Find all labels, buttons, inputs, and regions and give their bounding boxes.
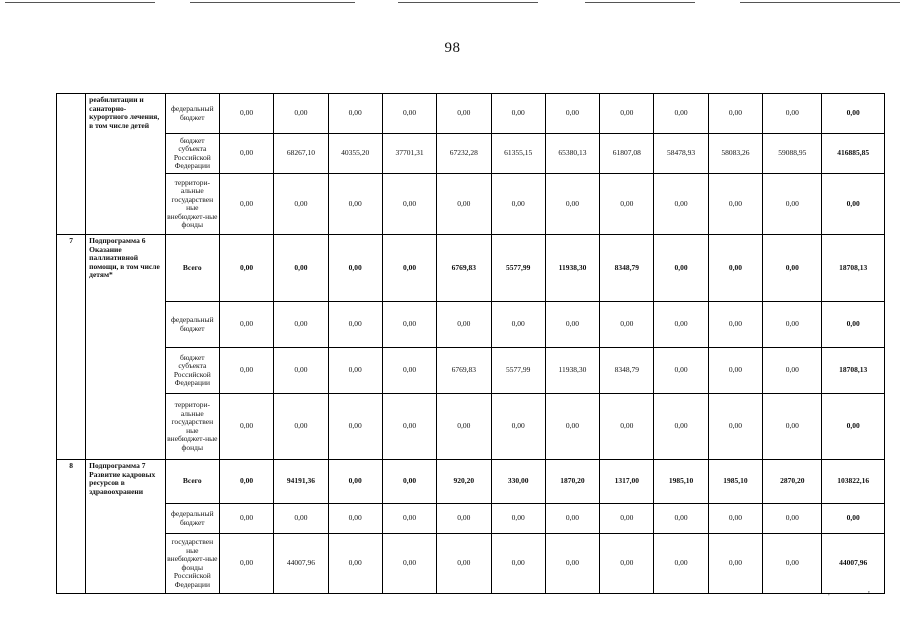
funding-source: территори-альные государствен ные внебюджет-ные фонды <box>165 174 219 235</box>
value-cell: 1317,00 <box>600 460 654 504</box>
value-cell: 0,00 <box>219 348 273 394</box>
value-cell: 0,00 <box>545 174 599 235</box>
table-row <box>57 174 885 235</box>
value-cell: 0,00 <box>654 302 708 348</box>
value-cell: 0,00 <box>708 174 762 235</box>
total-cell: 0,00 <box>822 174 885 235</box>
value-cell: 0,00 <box>545 534 599 594</box>
value-cell: 0,00 <box>328 460 382 504</box>
page-number: 98 <box>444 40 461 56</box>
total-cell: 18708,13 <box>822 235 885 302</box>
value-cell: 0,00 <box>654 394 708 460</box>
value-cell: 0,00 <box>382 302 436 348</box>
value-cell: 0,00 <box>654 504 708 534</box>
value-cell: 0,00 <box>437 302 491 348</box>
value-cell: 0,00 <box>219 460 273 504</box>
value-cell: 0,00 <box>274 394 328 460</box>
value-cell: 0,00 <box>328 394 382 460</box>
value-cell: 0,00 <box>763 235 822 302</box>
value-cell: 0,00 <box>708 504 762 534</box>
total-cell: 0,00 <box>822 394 885 460</box>
value-cell: 37701,31 <box>382 134 436 174</box>
value-cell: 8348,79 <box>600 235 654 302</box>
value-cell: 0,00 <box>763 174 822 235</box>
value-cell: 0,00 <box>600 534 654 594</box>
table-row <box>57 534 885 594</box>
value-cell: 0,00 <box>763 394 822 460</box>
value-cell: 1870,20 <box>545 460 599 504</box>
value-cell: 68267,10 <box>274 134 328 174</box>
program-title: реабилитации и санаторно-курортного лечения, в том числе детей <box>86 94 165 235</box>
value-cell: 0,00 <box>545 394 599 460</box>
value-cell: 0,00 <box>708 534 762 594</box>
total-cell: 44007,96 <box>822 534 885 594</box>
value-cell: 61355,15 <box>491 134 545 174</box>
value-cell: 0,00 <box>219 235 273 302</box>
funding-source: федеральный бюджет <box>165 94 219 134</box>
value-cell: 0,00 <box>708 94 762 134</box>
value-cell: 0,00 <box>274 174 328 235</box>
value-cell: 67232,28 <box>437 134 491 174</box>
value-cell: 0,00 <box>274 302 328 348</box>
value-cell: 8348,79 <box>600 348 654 394</box>
value-cell: 0,00 <box>654 174 708 235</box>
value-cell: 0,00 <box>437 174 491 235</box>
value-cell: 44007,96 <box>274 534 328 594</box>
budget-table-body <box>57 94 885 594</box>
value-cell: 0,00 <box>763 94 822 134</box>
funding-source: федеральный бюджет <box>165 302 219 348</box>
value-cell: 1985,10 <box>654 460 708 504</box>
table-row <box>57 134 885 174</box>
value-cell: 0,00 <box>708 302 762 348</box>
funding-source: Всего <box>165 460 219 504</box>
value-cell: 330,00 <box>491 460 545 504</box>
value-cell: 6769,83 <box>437 235 491 302</box>
value-cell: 0,00 <box>600 94 654 134</box>
value-cell: 0,00 <box>219 174 273 235</box>
value-cell: 0,00 <box>328 235 382 302</box>
value-cell: 0,00 <box>437 504 491 534</box>
budget-table <box>56 93 885 594</box>
value-cell: 0,00 <box>328 174 382 235</box>
total-cell: 0,00 <box>822 302 885 348</box>
value-cell: 0,00 <box>382 235 436 302</box>
total-cell: 18708,13 <box>822 348 885 394</box>
funding-source: государствен ные внебюджет-ные фонды Российской Федерации <box>165 534 219 594</box>
value-cell: 0,00 <box>219 302 273 348</box>
value-cell: 0,00 <box>219 94 273 134</box>
table-row <box>57 235 885 302</box>
value-cell: 0,00 <box>382 460 436 504</box>
table-row <box>57 394 885 460</box>
value-cell: 0,00 <box>491 394 545 460</box>
value-cell: 11938,30 <box>545 235 599 302</box>
table-row <box>57 348 885 394</box>
program-number: 7 <box>57 235 86 460</box>
table-row <box>57 460 885 504</box>
value-cell: 0,00 <box>600 174 654 235</box>
value-cell: 11938,30 <box>545 348 599 394</box>
value-cell: 0,00 <box>219 394 273 460</box>
value-cell: 0,00 <box>491 302 545 348</box>
value-cell: 0,00 <box>382 174 436 235</box>
value-cell: 0,00 <box>545 504 599 534</box>
program-number <box>57 94 86 235</box>
value-cell: 0,00 <box>219 134 273 174</box>
funding-source: Всего <box>165 235 219 302</box>
value-cell: 65380,13 <box>545 134 599 174</box>
value-cell: 0,00 <box>328 534 382 594</box>
value-cell: 0,00 <box>600 302 654 348</box>
value-cell: 0,00 <box>763 348 822 394</box>
value-cell: 0,00 <box>763 504 822 534</box>
value-cell: 5577,99 <box>491 348 545 394</box>
value-cell: 0,00 <box>274 348 328 394</box>
value-cell: 0,00 <box>491 94 545 134</box>
value-cell: 5577,99 <box>491 235 545 302</box>
value-cell: 58478,93 <box>654 134 708 174</box>
value-cell: 40355,20 <box>328 134 382 174</box>
program-title: Подпрограмма 7 Развитие кадровых ресурсов в здравоохранени <box>86 460 165 594</box>
value-cell: 920,20 <box>437 460 491 504</box>
value-cell: 2870,20 <box>763 460 822 504</box>
value-cell: 6769,83 <box>437 348 491 394</box>
value-cell: 1985,10 <box>708 460 762 504</box>
value-cell: 0,00 <box>382 534 436 594</box>
value-cell: 0,00 <box>382 394 436 460</box>
funding-source: федеральный бюджет <box>165 504 219 534</box>
value-cell: 0,00 <box>600 504 654 534</box>
value-cell: 59088,95 <box>763 134 822 174</box>
funding-source: территори-альные государствен ные внебюджет-ные фонды <box>165 394 219 460</box>
scan-speck: ' <box>828 592 830 603</box>
value-cell: 0,00 <box>274 235 328 302</box>
value-cell: 0,00 <box>491 504 545 534</box>
table-row <box>57 302 885 348</box>
value-cell: 0,00 <box>708 348 762 394</box>
value-cell: 0,00 <box>219 534 273 594</box>
total-cell: 0,00 <box>822 504 885 534</box>
total-cell: 416885,85 <box>822 134 885 174</box>
value-cell: 0,00 <box>274 94 328 134</box>
value-cell: 0,00 <box>654 235 708 302</box>
program-title: Подпрограмма 6 Оказание паллиативной помощи, в том числе детям* <box>86 235 165 460</box>
value-cell: 0,00 <box>437 394 491 460</box>
value-cell: 0,00 <box>545 94 599 134</box>
value-cell: 0,00 <box>654 94 708 134</box>
value-cell: 0,00 <box>328 94 382 134</box>
value-cell: 0,00 <box>328 348 382 394</box>
value-cell: 0,00 <box>382 504 436 534</box>
value-cell: 58083,26 <box>708 134 762 174</box>
value-cell: 0,00 <box>763 534 822 594</box>
value-cell: 0,00 <box>491 534 545 594</box>
value-cell: 0,00 <box>328 504 382 534</box>
scan-speck: ' <box>868 590 870 601</box>
value-cell: 0,00 <box>382 94 436 134</box>
value-cell: 0,00 <box>328 302 382 348</box>
value-cell: 0,00 <box>545 302 599 348</box>
total-cell: 0,00 <box>822 94 885 134</box>
value-cell: 61807,08 <box>600 134 654 174</box>
value-cell: 0,00 <box>382 348 436 394</box>
funding-source: бюджет субъекта Российской Федерации <box>165 348 219 394</box>
value-cell: 0,00 <box>654 348 708 394</box>
value-cell: 0,00 <box>437 94 491 134</box>
value-cell: 0,00 <box>654 534 708 594</box>
funding-source: бюджет субъекта Российской Федерации <box>165 134 219 174</box>
value-cell: 0,00 <box>491 174 545 235</box>
value-cell: 0,00 <box>763 302 822 348</box>
value-cell: 94191,36 <box>274 460 328 504</box>
value-cell: 0,00 <box>219 504 273 534</box>
program-number: 8 <box>57 460 86 594</box>
total-cell: 103822,16 <box>822 460 885 504</box>
value-cell: 0,00 <box>437 534 491 594</box>
value-cell: 0,00 <box>708 394 762 460</box>
value-cell: 0,00 <box>600 394 654 460</box>
value-cell: 0,00 <box>274 504 328 534</box>
value-cell: 0,00 <box>708 235 762 302</box>
table-row <box>57 504 885 534</box>
table-row <box>57 94 885 134</box>
